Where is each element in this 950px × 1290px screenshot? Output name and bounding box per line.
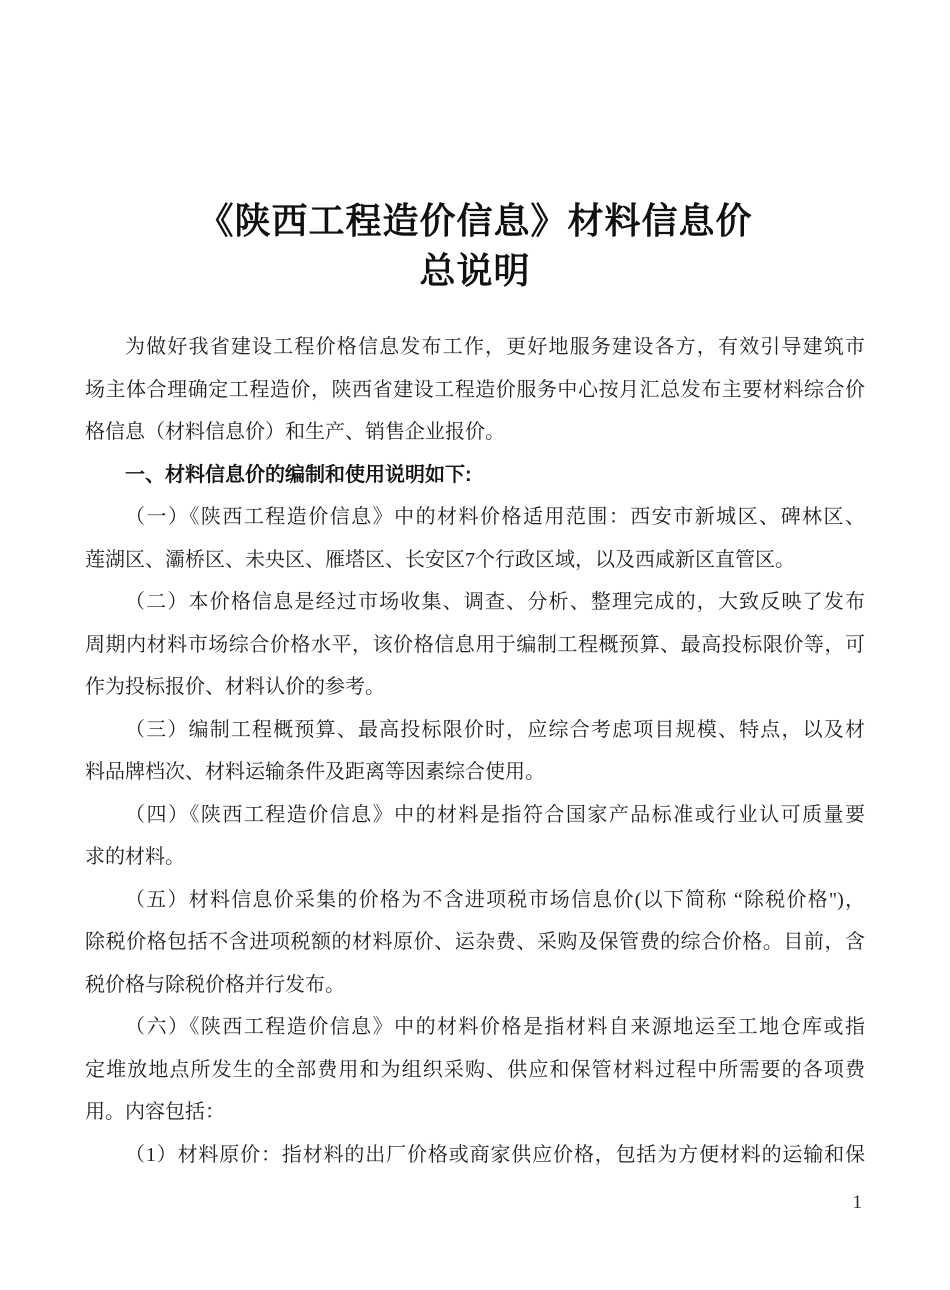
- text-line: （四）《陕西工程造价信息》中的材料是指符合国家产品标准或行业认可质量要: [125, 803, 865, 826]
- text-line: 用。内容包括：: [85, 1101, 225, 1123]
- text-line: 税价格与除税价格并行发布。: [85, 973, 345, 996]
- text-line: 料品牌档次、材料运输条件及距离等因素综合使用。: [85, 761, 545, 783]
- document-body: [85, 326, 865, 1176]
- text-line: 周期内材料市场综合价格水平，该价格信息用于编制工程概预算、最高投标限价等，可: [85, 633, 865, 656]
- title-line-1: 《陕西工程造价信息》材料信息价: [197, 201, 753, 241]
- text-line: 莲湖区、灞桥区、未央区、雁塔区、长安区7个行政区域，以及西咸新区直管区。: [85, 548, 795, 571]
- text-line: 除税价格包括不含进项税额的材料原价、运杂费、采购及保管费的综合价格。目前，含: [85, 931, 865, 953]
- text-line: （三）编制工程概预算、最高投标限价时，应综合考虑项目规模、特点，以及材: [125, 718, 865, 741]
- text-line: （一）《陕西工程造价信息》中的材料价格适用范围：西安市新城区、碑林区、: [125, 506, 865, 528]
- text-line: 求的材料。: [85, 846, 185, 868]
- text-line: （二）本价格信息是经过市场收集、调查、分析、整理完成的，大致反映了发布: [125, 591, 865, 613]
- text-line: 为做好我省建设工程价格信息发布工作，更好地服务建设各方，有效引导建筑市: [125, 336, 865, 358]
- section-heading-line: 一、材料信息价的编制和使用说明如下:: [125, 463, 472, 486]
- page-number: 1: [852, 1192, 862, 1213]
- text-line: （1）材料原价：指材料的出厂价格或商家供应价格，包括为方便材料的运输和保: [125, 1143, 865, 1166]
- text-line: 定堆放地点所发生的全部费用和为组织采购、供应和保管材料过程中所需要的各项费: [85, 1058, 865, 1081]
- document-title: [0, 196, 950, 296]
- text-line: 作为投标报价、材料认价的参考。: [85, 676, 385, 698]
- text-line: （六）《陕西工程造价信息》中的材料价格是指材料自来源地运至工地仓库或指: [125, 1016, 865, 1038]
- text-line: 格信息（材料信息价）和生产、销售企业报价。: [85, 421, 505, 443]
- text-line: 场主体合理确定工程造价，陕西省建设工程造价服务中心按月汇总发布主要材料综合价: [85, 378, 865, 401]
- title-line-2: 总说明: [419, 251, 531, 291]
- text-line: （五）材料信息价采集的价格为不含进项税市场信息价(以下简称 “除税价格")，: [125, 888, 865, 911]
